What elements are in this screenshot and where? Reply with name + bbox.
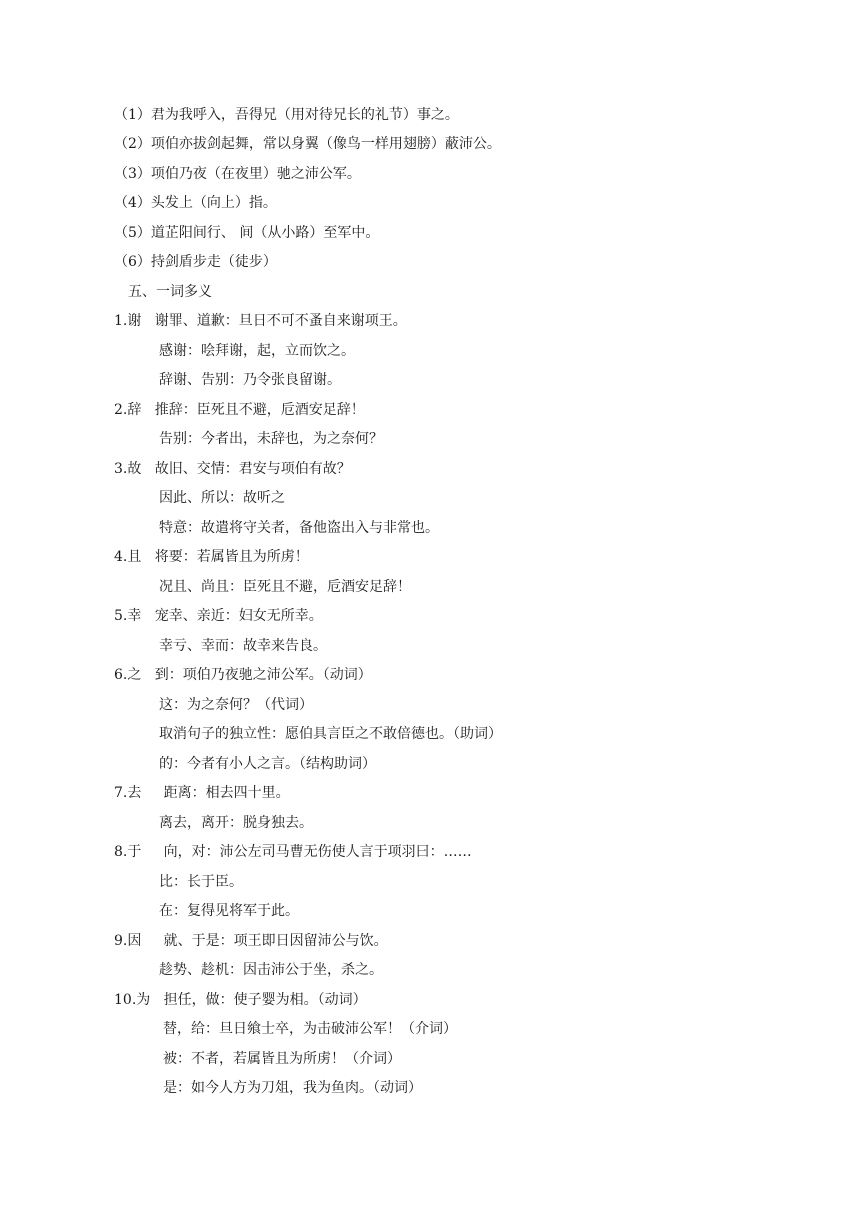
example-line-4: （4）头发上（向上）指。 xyxy=(114,195,277,211)
entry-wei-sense-3: 被：不者，若属皆且为所虏！（介词） xyxy=(163,1051,401,1067)
example-line-6: （6）持剑盾步走（徒步） xyxy=(114,254,277,270)
entry-wei-sense-1: 10.为 担任，做：使子婴为相。（动词） xyxy=(114,992,367,1008)
entry-wei-sense-2: 替，给：旦日飨士卒，为击破沛公军！（介词） xyxy=(163,1021,457,1037)
entry-xie-sense-3: 辞谢、告别：乃令张良留谢。 xyxy=(159,372,341,388)
entry-qie-sense-2: 况且、尚且：臣死且不避，卮酒安足辞！ xyxy=(159,579,411,595)
entry-ci-sense-1: 2.辞 推辞：臣死且不避，卮酒安足辞！ xyxy=(114,402,365,418)
entry-gu-sense-1: 3.故 故旧、交情：君安与项伯有故？ xyxy=(114,461,351,477)
section-heading: 五、一词多义 xyxy=(128,284,212,300)
example-line-1: （1）君为我呼入，吾得兄（用对待兄长的礼节）事之。 xyxy=(114,107,459,123)
example-line-2: （2）项伯亦拔剑起舞，常以身翼（像鸟一样用翅膀）蔽沛公。 xyxy=(114,136,501,152)
entry-gu-sense-2: 因此、所以：故听之 xyxy=(159,490,285,506)
entry-yu-sense-1: 8.于 向，对：沛公左司马曹无伤使人言于项羽曰：…… xyxy=(114,844,472,860)
entry-xing-sense-1: 5.幸 宠幸、亲近：妇女无所幸。 xyxy=(114,608,323,624)
entry-wei-sense-4: 是：如今人方为刀俎，我为鱼肉。（动词） xyxy=(163,1080,422,1096)
entry-yin-sense-2: 趁势、趁机：因击沛公于坐，杀之。 xyxy=(159,962,383,978)
entry-zhi-sense-2: 这：为之奈何？（代词） xyxy=(159,697,313,713)
entry-qu-sense-2: 离去，离开：脱身独去。 xyxy=(159,815,313,831)
entry-yu-sense-3: 在：复得见将军于此。 xyxy=(159,903,299,919)
example-line-3: （3）项伯乃夜（在夜里）驰之沛公军。 xyxy=(114,166,361,182)
entry-xie-sense-2: 感谢：哙拜谢，起，立而饮之。 xyxy=(159,343,355,359)
example-line-5: （5）道芷阳间行、 间（从小路）至军中。 xyxy=(114,225,380,241)
entry-yin-sense-1: 9.因 就、于是：项王即日因留沛公与饮。 xyxy=(114,933,388,949)
entry-zhi-sense-1: 6.之 到：项伯乃夜驰之沛公军。（动词） xyxy=(114,667,372,683)
entry-qie-sense-1: 4.且 将要：若属皆且为所虏！ xyxy=(114,549,309,565)
entry-xie-sense-1: 1.谢 谢罪、道歉：旦日不可不蚤自来谢项王。 xyxy=(114,313,407,329)
entry-yu-sense-2: 比：长于臣。 xyxy=(159,874,243,890)
entry-xing-sense-2: 幸亏、幸而：故幸来告良。 xyxy=(159,638,327,654)
entry-gu-sense-3: 特意：故遣将守关者，备他盗出入与非常也。 xyxy=(159,520,439,536)
entry-zhi-sense-3: 取消句子的独立性：愿伯具言臣之不敢倍德也。（助词） xyxy=(159,726,502,742)
entry-zhi-sense-4: 的：今者有小人之言。（结构助词） xyxy=(159,756,376,772)
entry-ci-sense-2: 告别：今者出，未辞也，为之奈何？ xyxy=(159,431,383,447)
entry-qu-sense-1: 7.去 距离：相去四十里。 xyxy=(114,785,290,801)
